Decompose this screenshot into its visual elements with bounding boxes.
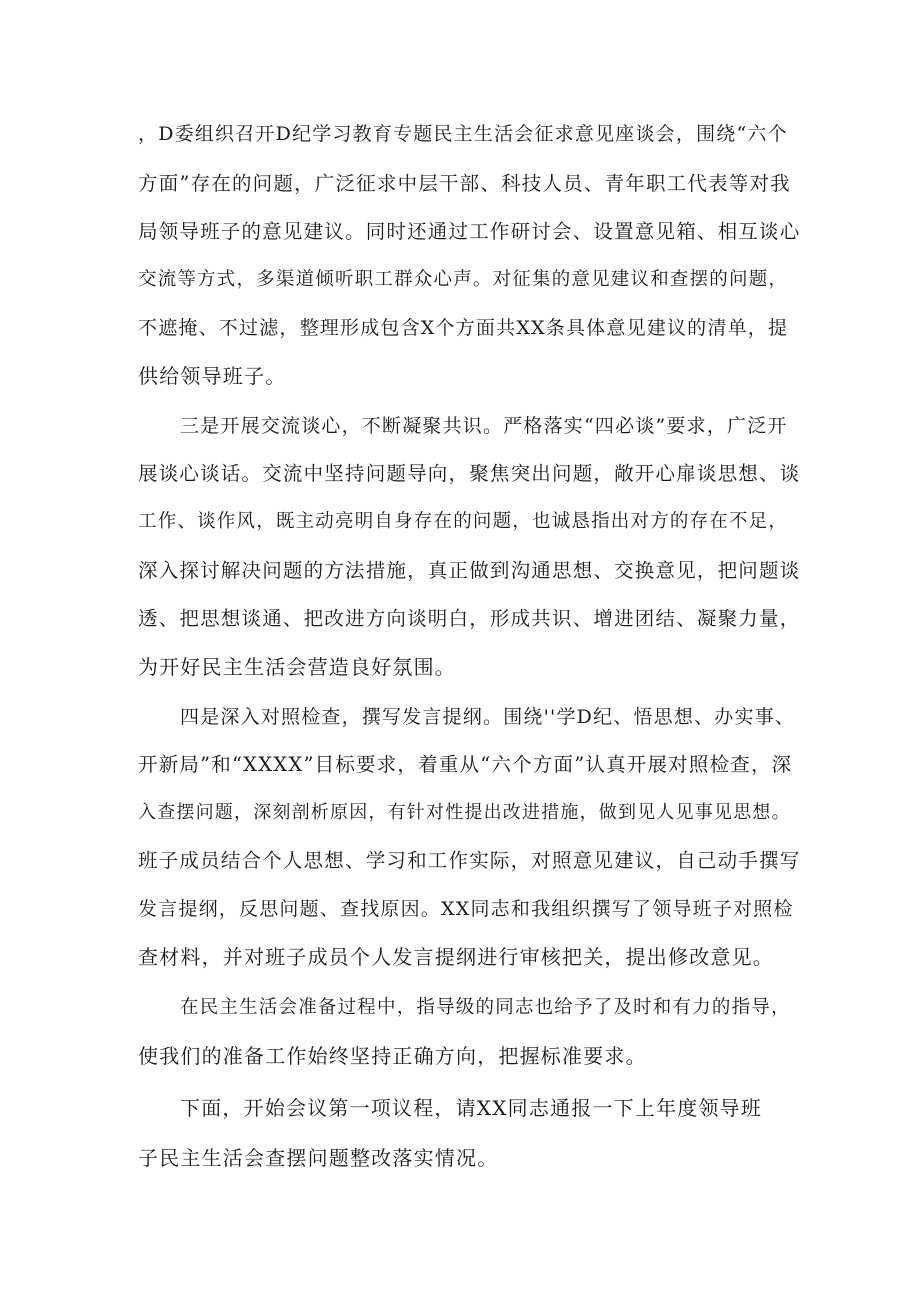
- text-line: 子民主生活会查摆问题整改落实情况。: [138, 1146, 499, 1170]
- text-line: 班子成员结合个人思想、学习和工作实际，对照意见建议，自己动手撰写: [138, 849, 801, 872]
- text-line: 交流等方式，多渠道倾听职工群众心声。对征集的意见建议和查摆的问题，: [138, 269, 789, 290]
- text-line: 局领导班子的意见建议。同时还通过工作研讨会、设置意见箱、相互谈心: [138, 220, 801, 243]
- text-line: 查材料，并对班子成员个人发言提纲进行审核把关，提出修改意见。: [138, 945, 774, 969]
- text-line: 工作、谈作风，既主动亮明自身存在的问题，也诚恳指出对方的存在不足，: [138, 511, 789, 532]
- text-line: 发言提纲，反思问题、查找原因。XX同志和我组织撰写了领导班子对照检: [138, 898, 794, 920]
- text-line: 深入探讨解决问题的方法措施，真正做到沟通思想、交换意见，把问题谈: [138, 559, 801, 582]
- text-line: 三是开展交流谈心，不断凝聚共识。严格落实“四必谈”要求，广泛开: [180, 415, 788, 437]
- text-line: 下面，开始会议第一项议程，请XX同志通报一下上年度领导班: [180, 1096, 763, 1120]
- text-line: 供给领导班子。: [138, 364, 287, 388]
- text-line: ，D委组织召开D纪学习教育专题民主生活会征求意见座谈会，围绕“六个: [138, 123, 788, 145]
- text-line: 不遮掩、不过滤，整理形成包含X个方面共XX条具体意见建议的清单，提: [138, 317, 789, 339]
- text-line: 开新局”和“XXXX”目标要求，着重从“六个方面”认真开展对照检查，深: [138, 753, 793, 776]
- text-line: 透、把思想谈通、把改进方向谈明白，形成共识、增进团结、凝聚力量，: [138, 607, 801, 630]
- text-line: 展谈心谈话。交流中坚持问题导向，聚焦突出问题，敞开心扉谈思想、谈: [138, 462, 801, 485]
- text-line: 四是深入对照检查，撰写发言提纲。围绕''学D纪、悟思想、办实事、: [180, 706, 796, 728]
- text-line: 在民主生活会准备过程中，指导级的同志也给予了及时和有力的指导，: [180, 997, 791, 1018]
- text-line: 入查摆问题，深刻剖析原因，有针对性提出改进措施，做到见人见事见思想。: [138, 802, 791, 823]
- text-line: 使我们的准备工作始终坚持正确方向，把握标准要求。: [138, 1044, 647, 1068]
- text-line: 为开好民主生活会营造良好氛围。: [138, 655, 456, 679]
- text-line: 方面”存在的问题，广泛征求中层干部、科技人员、青年职工代表等对我: [138, 172, 791, 195]
